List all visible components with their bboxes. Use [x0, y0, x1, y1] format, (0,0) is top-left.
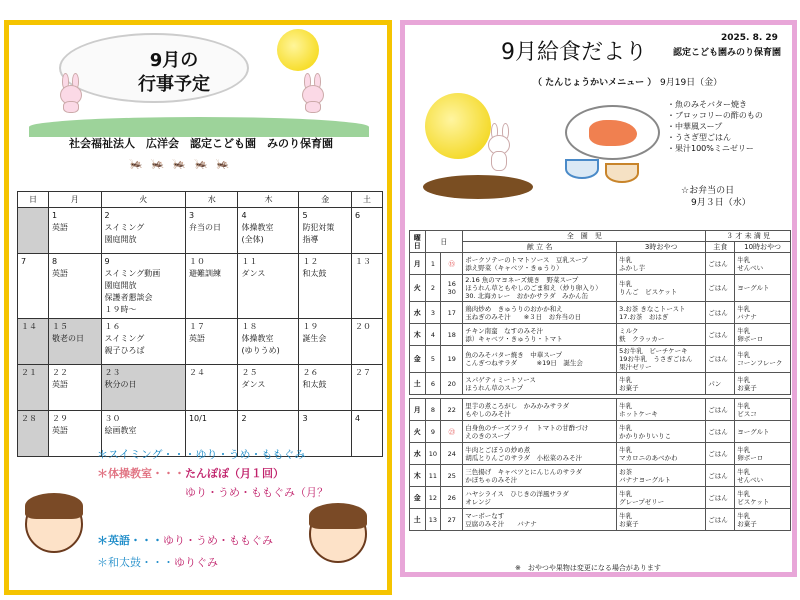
note-english: ＊英語・・・ゆり・うめ・ももぐみ: [97, 534, 273, 547]
day-number: 2: [104, 211, 110, 220]
day-number: 3: [302, 414, 308, 423]
events-panel: [4, 20, 392, 595]
weekday-cell: 火: [410, 275, 426, 302]
calendar-day: [48, 411, 101, 457]
special-menu-item: ・ ブロッコリーの酢のもの: [667, 110, 763, 121]
calendar-day: [18, 208, 49, 254]
menu-cell: 牛肉とごぼうの炒め煮 胡瓜とりんごのサラダ 小松菜のみそ汁: [463, 443, 617, 465]
weekday-cell: 木: [410, 324, 426, 346]
meal-row: [410, 324, 791, 346]
calendar-day: [185, 319, 238, 365]
day-number: ２０: [354, 322, 371, 331]
snack-10am-cell: 牛乳 卵ボーロ: [735, 443, 791, 465]
day-event: 英語: [188, 334, 205, 343]
salmon-plate-icon: [565, 105, 660, 160]
day-number: ２３: [104, 368, 121, 377]
weekday-cell: 月: [410, 399, 426, 421]
day-number: 2: [241, 414, 247, 423]
snack-10am-cell: 牛乳 お菓子: [735, 373, 791, 395]
lunch-panel: [400, 20, 797, 577]
calendar-day: [101, 254, 185, 319]
date-b-cell: 16 30: [441, 275, 463, 302]
date-b-cell: 25: [441, 465, 463, 487]
day-event: 弁当の日: [188, 223, 221, 232]
calendar-day: [18, 365, 49, 411]
calendar-day: [18, 319, 49, 365]
snack-10am-cell: 牛乳 お菓子: [735, 509, 791, 531]
day-event: スイミング動画 園庭開放 保護者懇談会 １９時～: [104, 269, 161, 314]
day-event: 防犯対策 指導: [302, 223, 335, 244]
day-number: ２５: [241, 368, 258, 377]
meal-row: [410, 399, 791, 421]
meal-row: [410, 487, 791, 509]
snack-3pm-cell: 5お牛乳 ピーチケーキ 19お牛乳 うさぎごはん 果汁ゼリー: [617, 346, 706, 373]
bunny-icon: [57, 73, 85, 113]
staple-cell: ごはん: [706, 487, 735, 509]
calendar-day: [299, 254, 352, 319]
calendar-header: 水: [185, 192, 238, 208]
day-number: 4: [241, 211, 247, 220]
calendar-day: [48, 319, 101, 365]
special-menu-item: ・ うさぎ型ごはん: [667, 132, 763, 143]
snack-10am-cell: ヨーグルト: [735, 275, 791, 302]
calendar-day: [351, 319, 382, 365]
day-event: ダンス: [241, 269, 266, 278]
day-number: 5: [302, 211, 308, 220]
special-menu-item: ・ 果汁100%ミニゼリー: [667, 143, 763, 154]
day-number: ２８: [21, 414, 37, 423]
weekday-cell: 月: [410, 253, 426, 275]
header-day: 日: [425, 231, 463, 253]
calendar-day: [238, 208, 299, 254]
weekday-cell: 水: [410, 443, 426, 465]
meal-row: [410, 275, 791, 302]
header-under-3: ３ 才 未 満 児: [706, 231, 791, 242]
calendar-day: [101, 319, 185, 365]
staple-cell: ごはん: [706, 275, 735, 302]
staple-cell: ごはん: [706, 465, 735, 487]
ground-decoration: [423, 175, 533, 199]
lunch-title: 9月給食だより: [501, 40, 647, 65]
calendar-day: [238, 254, 299, 319]
menu-cell: スパゲティミートソース ほうれん草のスープ: [463, 373, 617, 395]
footer-note: ※ おやつや果物は変更になる場合があります: [515, 564, 661, 572]
date-b-cell: 22: [441, 399, 463, 421]
day-event: 和太鼓: [302, 269, 327, 278]
snack-10am-cell: 牛乳 コーンフレーク: [735, 346, 791, 373]
bunny-icon: [299, 73, 327, 113]
staple-cell: ごはん: [706, 399, 735, 421]
staple-cell: ごはん: [706, 324, 735, 346]
day-number: １７: [188, 322, 205, 331]
day-event: スイミング 園庭開放: [104, 223, 145, 244]
note-swimming: ＊スイミング・・・ゆり・うめ・ももぐみ: [97, 448, 306, 461]
day-event: 敬老の日: [51, 334, 84, 343]
day-number: 8: [51, 257, 58, 266]
snack-3pm-cell: 牛乳 マカロニのあべかわ: [617, 443, 706, 465]
day-number: １０: [188, 257, 205, 266]
date-a-cell: 1: [425, 253, 441, 275]
header-all-children: 全 園 児: [463, 231, 706, 242]
snack-3pm-cell: 3.お茶 きなこトースト 17.お茶 おはぎ: [617, 302, 706, 324]
moon-icon: [277, 29, 319, 71]
calendar-header: 土: [351, 192, 382, 208]
date-b-cell: ㉓: [441, 421, 463, 443]
menu-cell: 三色揚げ キャベツとにんじんのサラダ かぼちゃのみそ汁: [463, 465, 617, 487]
note-taiko: ＊和太鼓・・・ゆりぐみ: [97, 556, 218, 569]
day-event: 英語: [51, 223, 68, 232]
snack-10am-cell: 牛乳 バナナ: [735, 302, 791, 324]
date-a-cell: 4: [425, 324, 441, 346]
header-staple: 主食: [706, 242, 735, 253]
day-number: １６: [104, 322, 121, 331]
issue-date: 2025. 8. 29: [721, 33, 778, 43]
calendar-day: [185, 365, 238, 411]
day-number: ２４: [188, 368, 205, 377]
date-b-cell: 26: [441, 487, 463, 509]
day-number: ２２: [51, 368, 68, 377]
date-a-cell: 5: [425, 346, 441, 373]
weekday-cell: 金: [410, 487, 426, 509]
day-number: 3: [188, 211, 195, 220]
calendar-day: [299, 208, 352, 254]
day-number: ２１: [21, 368, 37, 377]
snack-10am-cell: 牛乳 卵ボーロ: [735, 324, 791, 346]
day-number: １４: [21, 322, 37, 331]
calendar-header: 火: [101, 192, 185, 208]
day-number: １３: [354, 257, 371, 266]
date-a-cell: 11: [425, 465, 441, 487]
date-b-cell: 20: [441, 373, 463, 395]
snack-3pm-cell: ミルク 麩 クラッカー: [617, 324, 706, 346]
meal-row: [410, 443, 791, 465]
weekday-cell: 金: [410, 346, 426, 373]
day-event: スイミング 親子ひろば: [104, 334, 145, 355]
weekday-cell: 水: [410, 302, 426, 324]
header-menu: 献 立 名: [463, 242, 617, 253]
calendar-day: [48, 365, 101, 411]
menu-cell: チキン南蛮 なすのみそ汁 添）キャベツ・きゅうり・トマト: [463, 324, 617, 346]
calendar-week: [18, 365, 383, 411]
day-event: 体操教室 (全体): [241, 223, 274, 244]
lunch-menu-table: [409, 230, 791, 531]
date-b-cell: 24: [441, 443, 463, 465]
day-number: １５: [51, 322, 68, 331]
calendar-day: [351, 254, 382, 319]
day-number: 1: [51, 211, 58, 220]
organization-name: 社会福祉法人 広洋会 認定こども園 みのり保育園: [69, 137, 333, 150]
date-a-cell: 12: [425, 487, 441, 509]
day-event: 英語: [51, 426, 68, 435]
date-a-cell: 3: [425, 302, 441, 324]
date-a-cell: 6: [425, 373, 441, 395]
calendar-day: [185, 208, 238, 254]
day-number: 6: [354, 211, 361, 220]
staple-cell: ごはん: [706, 346, 735, 373]
staple-cell: ごはん: [706, 253, 735, 275]
soup-bowl-icon: [605, 163, 639, 183]
date-b-cell: 19: [441, 346, 463, 373]
calendar-day: [48, 208, 101, 254]
meal-row: [410, 509, 791, 531]
day-event: 英語: [51, 269, 68, 278]
day-event: 体操教室 (ゆりうめ): [241, 334, 280, 355]
cricket-decoration: 🦗🦗🦗🦗🦗: [129, 157, 238, 170]
calendar-day: [351, 365, 382, 411]
events-title: 9月の 行事予定: [138, 50, 210, 95]
day-number: 7: [21, 257, 27, 266]
header-10am-snack: 10時おやつ: [735, 242, 791, 253]
special-menu-item: ・ 魚のみそバター焼き: [667, 99, 763, 110]
calendar-week: [18, 319, 383, 365]
date-b-cell: 18: [441, 324, 463, 346]
staple-cell: ごはん: [706, 302, 735, 324]
calendar-day: [101, 365, 185, 411]
menu-cell: ハヤシライス ひじきの洋風サラダ オレンジ: [463, 487, 617, 509]
meal-row: [410, 373, 791, 395]
snack-3pm-cell: 牛乳 お菓子: [617, 373, 706, 395]
bento-day-note: ☆お弁当の日 9月３日（水）: [681, 186, 751, 208]
calendar-day: [101, 208, 185, 254]
snack-10am-cell: 牛乳 ビスコ: [735, 399, 791, 421]
rice-bowl-icon: [565, 159, 599, 179]
snack-10am-cell: 牛乳 ビスケット: [735, 487, 791, 509]
snack-3pm-cell: 牛乳 かかりかりいりこ: [617, 421, 706, 443]
calendar-day: [299, 319, 352, 365]
staple-cell: ごはん: [706, 421, 735, 443]
calendar-header: 金: [299, 192, 352, 208]
day-number: ２７: [354, 368, 371, 377]
snack-10am-cell: 牛乳 せんべい: [735, 253, 791, 275]
calendar-day: [185, 254, 238, 319]
menu-cell: 魚のみそバター焼き 中華スープ こんぎつねサラダ ※19日 誕生会: [463, 346, 617, 373]
staple-cell: ごはん: [706, 509, 735, 531]
calendar-day: [48, 254, 101, 319]
note-gym-classes: ゆり・うめ・ももぐみ（月？: [185, 486, 328, 499]
weekday-cell: 土: [410, 373, 426, 395]
date-a-cell: 8: [425, 399, 441, 421]
calendar-day: [299, 411, 352, 457]
snack-3pm-cell: お茶 バナナヨーグルト: [617, 465, 706, 487]
header-3pm-snack: 3時おやつ: [617, 242, 706, 253]
day-event: 誕生会: [302, 334, 327, 343]
calendar-day: [351, 208, 382, 254]
weekday-cell: 土: [410, 509, 426, 531]
menu-cell: 白身魚のチーズフライ トマトの甘酢づけ えのきのスープ: [463, 421, 617, 443]
meal-row: [410, 421, 791, 443]
calendar-day: [238, 365, 299, 411]
day-number: ２９: [51, 414, 68, 423]
calendar-day: [18, 254, 49, 319]
date-b-cell: 17: [441, 302, 463, 324]
calendar-day: [351, 411, 382, 457]
menu-cell: 2.16 魚のマヨネーズ焼き 野菜スープ ほうれん草ともやしのごま和え（炒り卵入り） 30. 北海カレー おかかサラダ みかん缶: [463, 275, 617, 302]
header-youbi: 曜日: [410, 231, 426, 253]
day-event: 絵画教室: [104, 426, 137, 435]
date-a-cell: 2: [425, 275, 441, 302]
snack-10am-cell: 牛乳 せんべい: [735, 465, 791, 487]
calendar-week: [18, 208, 383, 254]
snack-3pm-cell: 牛乳 お菓子: [617, 509, 706, 531]
day-number: １９: [302, 322, 319, 331]
meal-row: [410, 465, 791, 487]
day-event: 避難訓練: [188, 269, 221, 278]
date-b-cell: ⑮: [441, 253, 463, 275]
special-menu-date: 9月19日（金）: [660, 78, 723, 88]
moon-icon: [425, 93, 491, 159]
note-gym: ＊体操教室・・・たんぽぽ（月１回）: [97, 467, 284, 480]
lunch-org: 認定こども園みのり保育園: [673, 48, 782, 58]
day-number: １１: [241, 257, 258, 266]
menu-cell: マーボーなす 豆腐のみそ汁 バナナ: [463, 509, 617, 531]
day-event: ダンス: [241, 380, 266, 389]
day-number: 9: [104, 257, 110, 266]
child-illustration: [25, 495, 83, 553]
events-calendar: [17, 191, 383, 457]
calendar-day: [238, 319, 299, 365]
calendar-header: 日: [18, 192, 49, 208]
snack-3pm-cell: 牛乳 ホットケーキ: [617, 399, 706, 421]
day-event: 秋分の日: [104, 380, 137, 389]
date-a-cell: 13: [425, 509, 441, 531]
menu-cell: 鶏肉炒め きゅうりのおかか和え 玉ねぎのみそ汁 ※３日 お弁当の日: [463, 302, 617, 324]
special-menu-list: [667, 99, 763, 154]
day-number: １８: [241, 322, 258, 331]
calendar-day: [18, 411, 49, 457]
special-menu-label: （ たんじょうかいメニュー ）: [533, 78, 657, 88]
date-b-cell: 27: [441, 509, 463, 531]
date-a-cell: 10: [425, 443, 441, 465]
staple-cell: パン: [706, 373, 735, 395]
calendar-header: 月: [48, 192, 101, 208]
special-menu-item: ・ 中華風スープ: [667, 121, 763, 132]
meal-row: [410, 253, 791, 275]
snack-3pm-cell: 牛乳 グレープゼリー: [617, 487, 706, 509]
day-number: ３０: [104, 414, 121, 423]
snack-3pm-cell: 牛乳 りんご ビスケット: [617, 275, 706, 302]
snack-10am-cell: ヨーグルト: [735, 421, 791, 443]
day-event: 英語: [51, 380, 68, 389]
day-event: 和太鼓: [302, 380, 327, 389]
meal-row: [410, 346, 791, 373]
calendar-week: [18, 254, 383, 319]
meal-row: [410, 302, 791, 324]
day-number: ２６: [302, 368, 319, 377]
bunny-icon: [485, 123, 517, 173]
hill-decoration: [29, 117, 369, 137]
child-illustration: [309, 505, 367, 563]
menu-cell: 里芋の煮ころがし かみかみサラダ もやしのみそ汁: [463, 399, 617, 421]
date-a-cell: 9: [425, 421, 441, 443]
calendar-day: [299, 365, 352, 411]
day-number: 4: [354, 414, 361, 423]
staple-cell: ごはん: [706, 443, 735, 465]
day-number: 10/1: [188, 414, 207, 423]
calendar-header: 木: [238, 192, 299, 208]
snack-3pm-cell: 牛乳 ふかし芋: [617, 253, 706, 275]
menu-cell: ポークソテーのトマトソース 豆乳スープ 添え野菜（キャベツ・きゅうり）: [463, 253, 617, 275]
weekday-cell: 火: [410, 421, 426, 443]
day-number: １２: [302, 257, 319, 266]
weekday-cell: 木: [410, 465, 426, 487]
